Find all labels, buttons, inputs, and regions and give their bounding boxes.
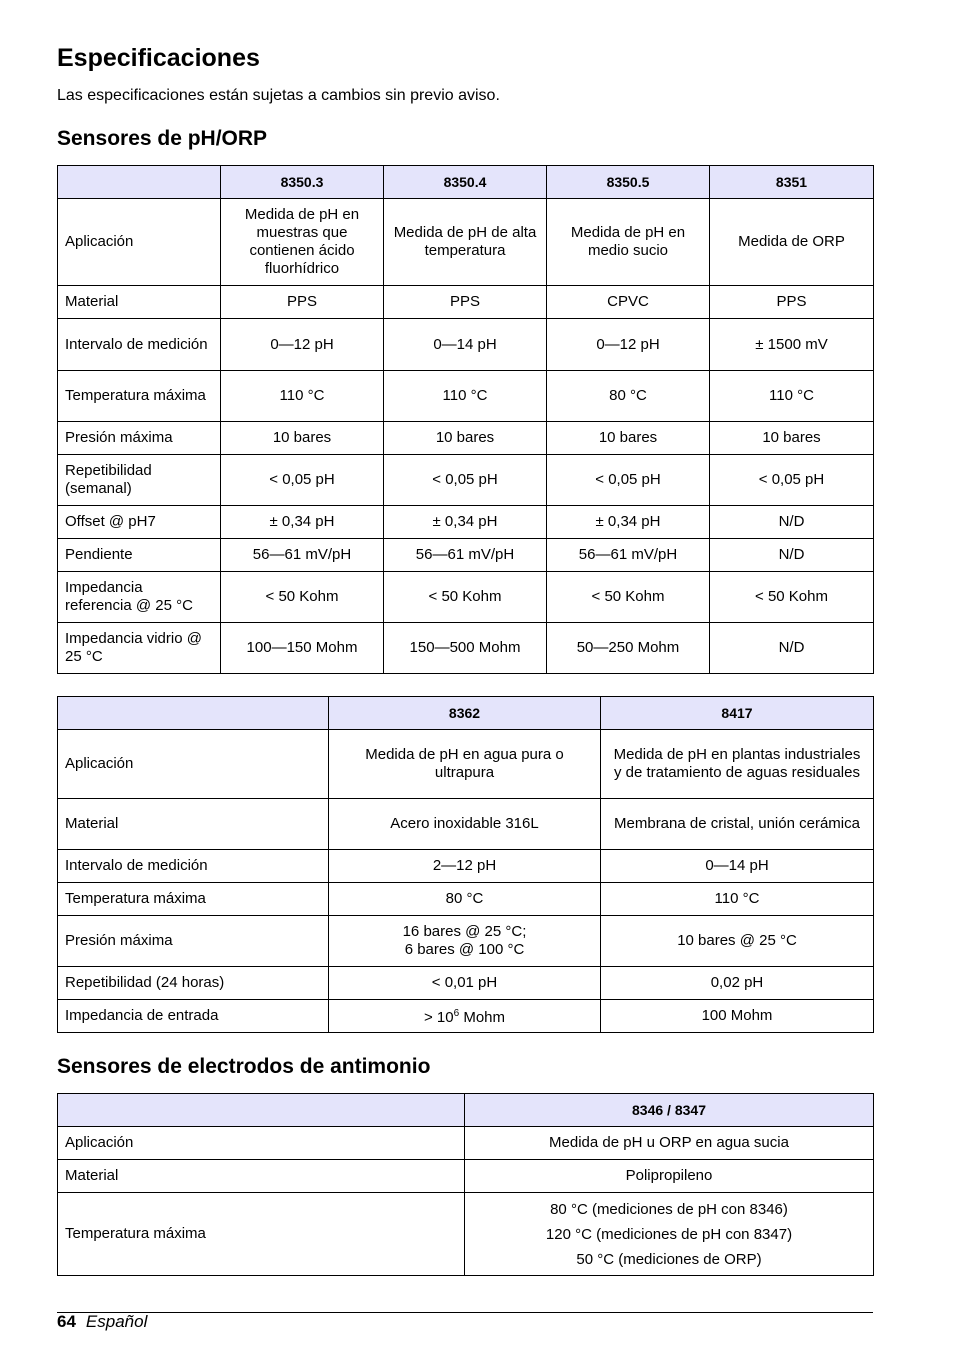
table-row	[58, 506, 874, 539]
table-cell: 10 bares	[547, 422, 710, 455]
row-label: Material	[58, 799, 329, 850]
table-cell: Acero inoxidable 316L	[329, 799, 601, 850]
table-row	[58, 1127, 874, 1160]
table-cell: 150—500 Mohm	[384, 623, 547, 674]
header-cell-empty	[58, 1094, 465, 1127]
row-label: Impedancia vidrio @ 25 °C	[58, 623, 221, 674]
table-cell: ± 0,34 pH	[384, 506, 547, 539]
table-cell: < 0,05 pH	[547, 455, 710, 506]
footer-divider	[57, 1312, 873, 1313]
table-cell: Polipropileno	[465, 1160, 874, 1193]
header-cell-empty	[58, 166, 221, 199]
header-cell: 8350.4	[384, 166, 547, 199]
table-cell: 100—150 Mohm	[221, 623, 384, 674]
header-cell: 8362	[329, 697, 601, 730]
table-cell: Medida de pH en muestras que contienen ácido fluorhídrico	[221, 199, 384, 286]
table-cell: N/D	[710, 539, 874, 572]
table-cell: 2—12 pH	[329, 850, 601, 883]
cell-text: > 10	[423, 1009, 454, 1026]
table-cell: 56—61 mV/pH	[547, 539, 710, 572]
table-cell: ± 0,34 pH	[221, 506, 384, 539]
table-row	[58, 967, 874, 1000]
table-row	[58, 199, 874, 286]
row-label: Presión máxima	[58, 422, 221, 455]
row-label: Repetibilidad (24 horas)	[58, 967, 329, 1000]
table-row	[58, 850, 874, 883]
row-label: Presión máxima	[58, 916, 329, 967]
table-cell: 80 °C	[329, 883, 601, 916]
table-cell: 10 bares	[710, 422, 874, 455]
table-row	[58, 799, 874, 850]
table-row	[58, 572, 874, 623]
section-heading-antimony: Sensores de electrodos de antimonio	[57, 1055, 431, 1078]
table-cell: CPVC	[547, 286, 710, 319]
table-row	[58, 883, 874, 916]
table-cell: 56—61 mV/pH	[384, 539, 547, 572]
row-label: Temperatura máxima	[58, 371, 221, 422]
table-row	[58, 623, 874, 674]
table-cell: < 50 Kohm	[710, 572, 874, 623]
table-cell: 80 °C	[547, 371, 710, 422]
table-cell: Medida de pH en medio sucio	[547, 199, 710, 286]
table-row	[58, 539, 874, 572]
table-cell: Medida de ORP	[710, 199, 874, 286]
table-row	[58, 1193, 874, 1276]
table-row	[58, 916, 874, 967]
header-cell: 8417	[601, 697, 874, 730]
footer-language: Español	[85, 1312, 148, 1331]
table-cell: < 0,05 pH	[384, 455, 547, 506]
table-cell: 56—61 mV/pH	[221, 539, 384, 572]
table-cell: < 0,01 pH	[329, 967, 601, 1000]
table-cell	[465, 1193, 874, 1276]
table-cell: Medida de pH en plantas industriales y de tratamiento de aguas residuales	[601, 730, 874, 799]
intro-text: Las especificaciones están sujetas a cambios sin previo aviso.	[57, 87, 500, 104]
table-cell: 0—14 pH	[384, 319, 547, 371]
table-cell: < 0,05 pH	[710, 455, 874, 506]
table-cell: PPS	[710, 286, 874, 319]
table-cell: Medida de pH de alta temperatura	[384, 199, 547, 286]
table-row	[58, 730, 874, 799]
row-label: Impedancia de entrada	[58, 1000, 329, 1033]
cell-unit: Mohm	[459, 1009, 506, 1026]
table-cell: Membrana de cristal, unión cerámica	[601, 799, 874, 850]
table-header-row	[58, 1094, 874, 1127]
row-label: Aplicación	[58, 730, 329, 799]
table-cell: N/D	[710, 623, 874, 674]
cell-line: 50 °C (mediciones de ORP)	[576, 1250, 762, 1268]
row-label: Material	[58, 286, 221, 319]
header-cell-empty	[58, 697, 329, 730]
table-row	[58, 1000, 874, 1033]
table-cell: 0—12 pH	[221, 319, 384, 371]
table-row	[58, 286, 874, 319]
table-header-row	[58, 166, 874, 199]
table-cell: < 0,05 pH	[221, 455, 384, 506]
cell-line: 6 bares @ 100 °C	[404, 941, 525, 958]
table-cell: 100 Mohm	[601, 1000, 874, 1033]
table-cell: ± 0,34 pH	[547, 506, 710, 539]
table-cell: 10 bares	[384, 422, 547, 455]
row-label: Aplicación	[58, 199, 221, 286]
table-cell: 110 °C	[221, 371, 384, 422]
cell-line: 80 °C (mediciones de pH con 8346)	[550, 1200, 788, 1218]
table-cell: Medida de pH u ORP en agua sucia	[465, 1127, 874, 1160]
table-cell: 110 °C	[384, 371, 547, 422]
page-number: 64	[57, 1312, 76, 1331]
table-cell: 0—14 pH	[601, 850, 874, 883]
header-cell: 8346 / 8347	[465, 1094, 874, 1127]
table-cell: PPS	[384, 286, 547, 319]
table-row	[58, 1160, 874, 1193]
page-title: Especificaciones	[57, 44, 260, 72]
table-cell: 10 bares	[221, 422, 384, 455]
cell-line: 16 bares @ 25 °C;	[402, 923, 527, 940]
header-cell: 8350.5	[547, 166, 710, 199]
row-label: Pendiente	[58, 539, 221, 572]
table-cell: 10 bares @ 25 °C	[601, 916, 874, 967]
table-cell: 110 °C	[710, 371, 874, 422]
table-cell	[329, 916, 601, 967]
table-cell: < 50 Kohm	[384, 572, 547, 623]
table-cell: Medida de pH en agua pura o ultrapura	[329, 730, 601, 799]
table-cell: 0,02 pH	[601, 967, 874, 1000]
row-label: Intervalo de medición	[58, 319, 221, 371]
table-cell: PPS	[221, 286, 384, 319]
table-cell: < 50 Kohm	[221, 572, 384, 623]
row-label: Impedancia referencia @ 25 °C	[58, 572, 221, 623]
table-row	[58, 455, 874, 506]
row-label: Offset @ pH7	[58, 506, 221, 539]
cell-line: 120 °C (mediciones de pH con 8347)	[545, 1225, 793, 1243]
table-cell	[329, 1000, 601, 1033]
exponent: 6	[453, 1008, 460, 1019]
table-cell: < 50 Kohm	[547, 572, 710, 623]
row-label: Aplicación	[58, 1127, 465, 1160]
table-row	[58, 371, 874, 422]
page-footer	[57, 1311, 147, 1333]
table-cell: 0—12 pH	[547, 319, 710, 371]
table-row	[58, 319, 874, 371]
spec-table-antimony	[57, 1093, 874, 1276]
row-label: Repetibilidad (semanal)	[58, 455, 221, 506]
table-cell: 110 °C	[601, 883, 874, 916]
spec-table-ph-8362-8417	[57, 696, 874, 1033]
header-cell: 8350.3	[221, 166, 384, 199]
header-cell: 8351	[710, 166, 874, 199]
row-label: Temperatura máxima	[58, 883, 329, 916]
row-label: Temperatura máxima	[58, 1193, 465, 1276]
spec-table-ph-orp	[57, 165, 874, 674]
table-row	[58, 422, 874, 455]
row-label: Material	[58, 1160, 465, 1193]
table-cell: ± 1500 mV	[710, 319, 874, 371]
row-label: Intervalo de medición	[58, 850, 329, 883]
table-cell: N/D	[710, 506, 874, 539]
section-heading-ph-orp: Sensores de pH/ORP	[57, 127, 268, 150]
table-cell: 50—250 Mohm	[547, 623, 710, 674]
table-header-row	[58, 697, 874, 730]
